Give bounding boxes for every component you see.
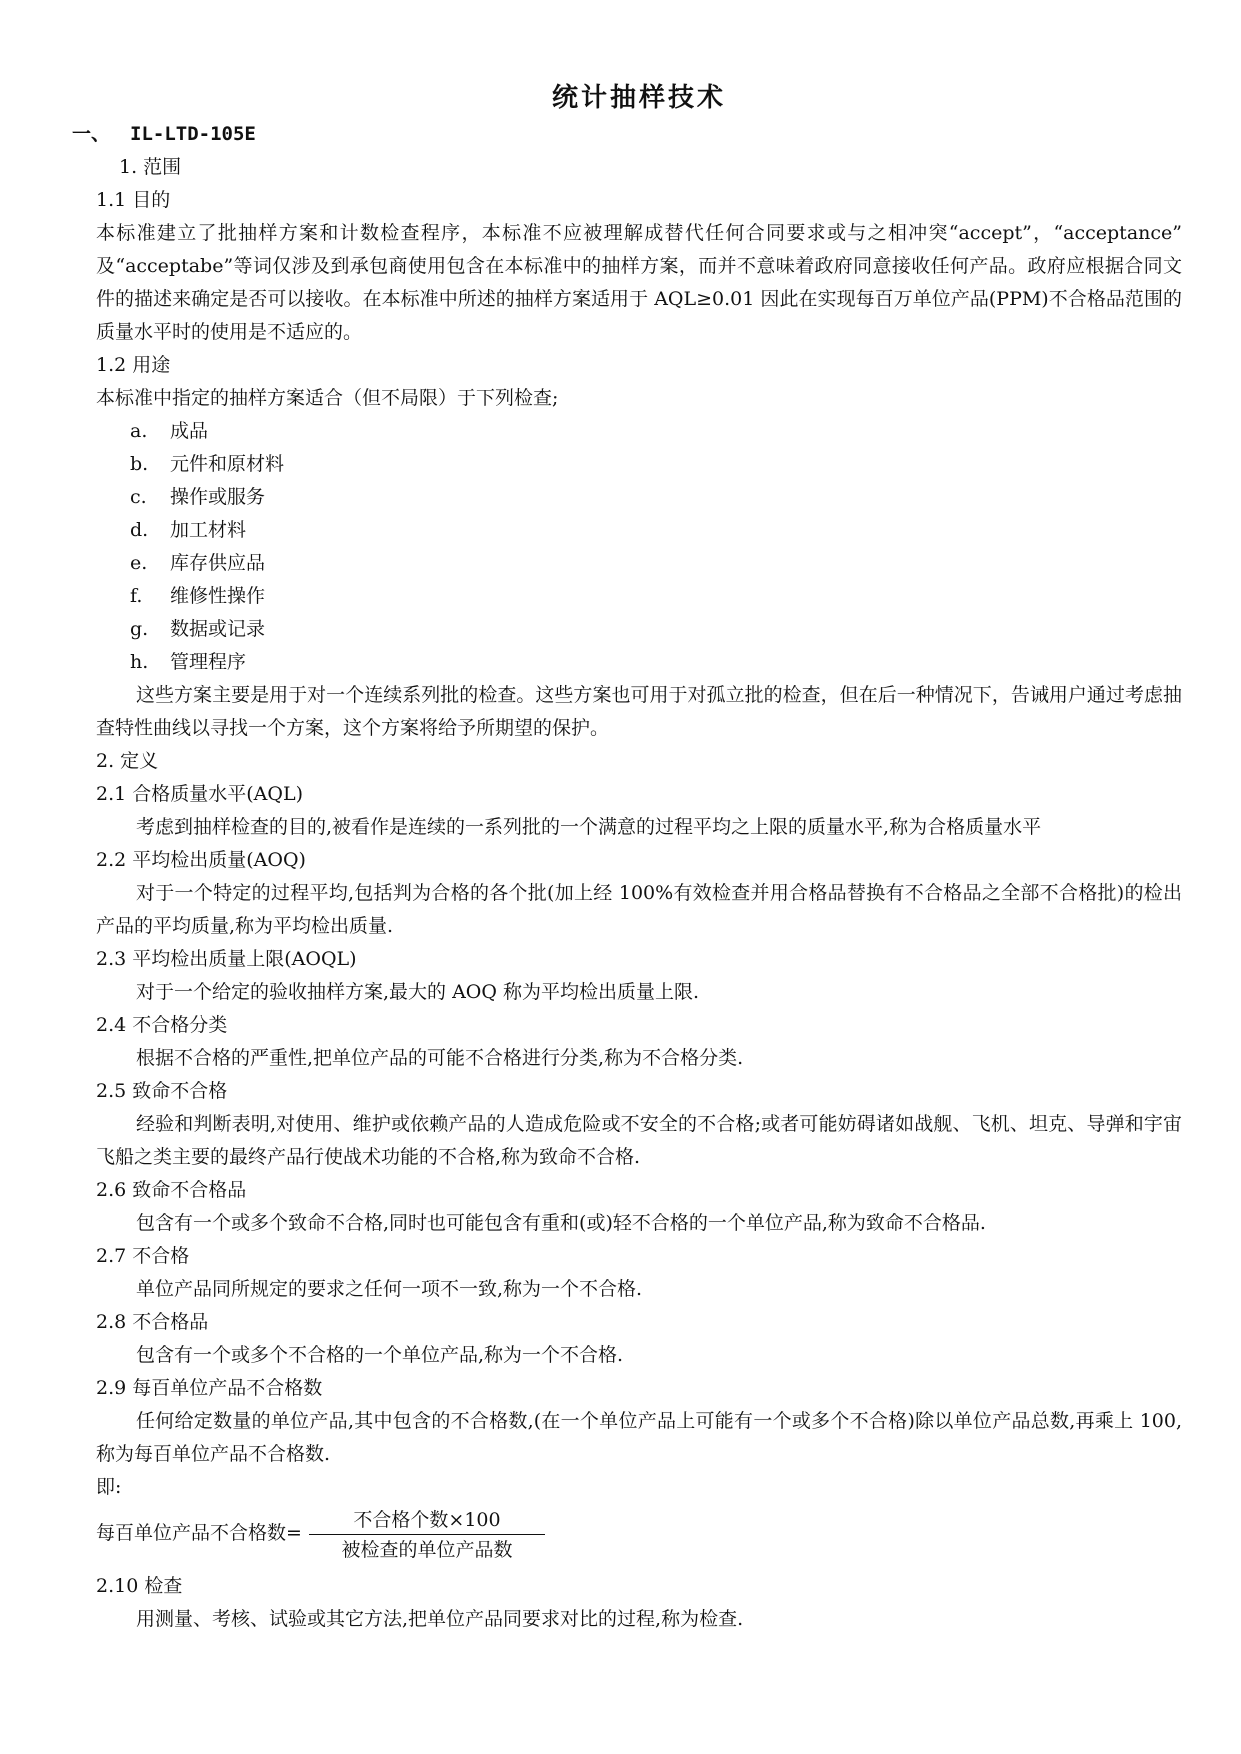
heading-definitions: 2. 定义	[96, 750, 159, 772]
list-item: b. 元件和原材料	[130, 453, 285, 475]
paragraph-aql: 考虑到抽样检查的目的,被看作是连续的一系列批的一个满意的过程平均之上限的质量水平,称为合格质量水平	[136, 816, 1042, 838]
heading-usage: 1.2 用途	[96, 354, 171, 376]
heading-aoql: 2.3 平均检出质量上限(AOQL)	[96, 948, 357, 970]
formula-lhs: 每百单位产品不合格数=	[96, 1522, 302, 1544]
heading-inspection: 2.10 检查	[96, 1575, 183, 1597]
heading-nonconformity: 2.7 不合格	[96, 1245, 190, 1267]
list-item: e. 库存供应品	[130, 552, 266, 574]
usage-list	[96, 415, 1182, 679]
paragraph-aoql: 对于一个给定的验收抽样方案,最大的 AOQ 称为平均检出质量上限.	[136, 981, 700, 1003]
paragraph-inspection: 用测量、考核、试验或其它方法,把单位产品同要求对比的过程,称为检查.	[136, 1608, 744, 1630]
paragraph-per-hundred: 任何给定数量的单位产品,其中包含的不合格数,(在一个单位产品上可能有一个或多个不合格)除以单位产品总数,再乘上 100,称为每百单位产品不合格数.	[96, 1410, 1182, 1465]
list-item: g. 数据或记录	[130, 618, 266, 640]
list-item: a. 成品	[130, 420, 209, 442]
heading-aoq: 2.2 平均检出质量(AOQ)	[96, 849, 306, 871]
heading-aql: 2.1 合格质量水平(AQL)	[96, 783, 303, 805]
paragraph-usage-note: 这些方案主要是用于对一个连续系列批的检查。这些方案也可用于对孤立批的检查，但在后一种情况下，告诫用户通过考虑抽查特性曲线以寻找一个方案，这个方案将给予所期望的保护。	[96, 684, 1182, 739]
document-title: 统计抽样技术	[551, 83, 726, 113]
paragraph-aoq: 对于一个特定的过程平均,包括判为合格的各个批(加上经 100%有效检查并用合格品替换有不合格品之全部不合格批)的检出产品的平均质量,称为平均检出质量.	[96, 882, 1182, 937]
paragraph-purpose: 本标准建立了批抽样方案和计数检查程序，本标准不应被理解成替代任何合同要求或与之相冲突“accept”，“acceptance” 及“acceptabe”等词仅涉及到承包商使用包含在本标准中的抽样方案，而并不意味着政府同意接收任何产品。政府应根据合同文件的描述来确定是否可以接收。在本标准中所述的抽样方案适用于 AQL≥0.01 因此在实现每百万单位产品(PPM)不合格品范围的质量水平时的使用是不适应的。	[96, 222, 1182, 343]
section-number: 一、	[72, 123, 111, 145]
list-item: c. 操作或服务	[130, 486, 266, 508]
list-item: f. 维修性操作	[130, 585, 266, 607]
paragraph-nonconformity: 单位产品同所规定的要求之任何一项不一致,称为一个不合格.	[136, 1278, 643, 1300]
paragraph-critical-nonconformity: 经验和判断表明,对使用、维护或依赖产品的人造成危险或不安全的不合格;或者可能妨碍诸如战舰、飞机、坦克、导弹和宇宙飞船之类主要的最终产品行使战术功能的不合格,称为致命不合格.	[96, 1113, 1182, 1168]
paragraph-usage: 本标准中指定的抽样方案适合（但不局限）于下列检查;	[96, 387, 559, 409]
formula	[96, 1506, 1182, 1570]
paragraph-classification: 根据不合格的严重性,把单位产品的可能不合格进行分类,称为不合格分类.	[136, 1047, 744, 1069]
section-heading	[72, 118, 1182, 151]
section-title: IL-LTD-105E	[130, 123, 256, 145]
heading-critical-nonconformity: 2.5 致命不合格	[96, 1080, 228, 1102]
list-item: h. 管理程序	[130, 651, 247, 673]
formula-fraction	[309, 1506, 545, 1565]
heading-scope: 1. 范围	[119, 156, 182, 178]
list-item: d. 加工材料	[130, 519, 247, 541]
heading-per-hundred: 2.9 每百单位产品不合格数	[96, 1377, 323, 1399]
heading-classification: 2.4 不合格分类	[96, 1014, 228, 1036]
ji-label: 即:	[96, 1476, 122, 1498]
paragraph-critical-nonconforming-unit: 包含有一个或多个致命不合格,同时也可能包含有重和(或)轻不合格的一个单位产品,称为致命不合格品.	[136, 1212, 986, 1234]
heading-nonconforming-unit: 2.8 不合格品	[96, 1311, 209, 1333]
formula-denominator: 被检查的单位产品数	[341, 1539, 513, 1561]
paragraph-nonconforming-unit: 包含有一个或多个不合格的一个单位产品,称为一个不合格.	[136, 1344, 624, 1366]
formula-numerator: 不合格个数×100	[353, 1509, 501, 1531]
document-page	[72, 78, 1182, 1636]
heading-purpose: 1.1 目的	[96, 189, 171, 211]
heading-critical-nonconforming-unit: 2.6 致命不合格品	[96, 1179, 247, 1201]
